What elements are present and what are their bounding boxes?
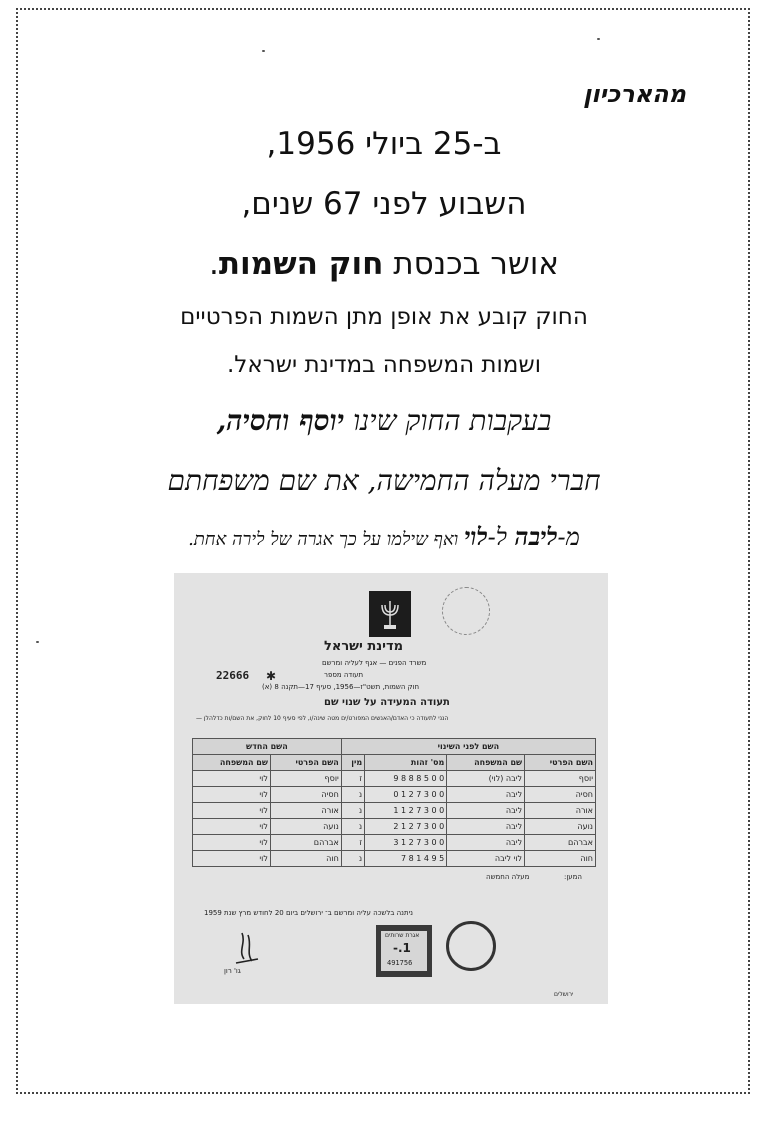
table-row	[193, 835, 596, 851]
table-cell: לוי	[193, 819, 271, 835]
stamp-label: אגרת שרותים	[385, 932, 420, 939]
name-change-certificate-scan	[174, 573, 608, 1004]
signature-name: גו' רון	[224, 967, 241, 975]
cert-number-label: תעודה מספר	[324, 671, 364, 679]
cert-intro: הנני לתעודה כי האדם/האנשים המפורט/ים מטה שינה/ו, לפי סעיף 10 לחוק, את השם/ות כדלהלן —	[196, 715, 449, 722]
table-cell: יוסף	[525, 771, 596, 787]
column-header: מין	[341, 755, 364, 771]
table-row	[193, 771, 596, 787]
table-cell: נועה	[525, 819, 596, 835]
cert-ministry: משרד הפנים — אגף לעליה ומרשם	[322, 659, 427, 667]
table-cell: לוי	[193, 851, 271, 867]
table-header	[193, 755, 596, 771]
cert-state: מדינת ישראל	[324, 639, 404, 654]
round-seal-stamp	[446, 921, 496, 971]
law-name: חוק השמות	[218, 246, 384, 282]
cert-law-reference: חוק השמות, תשט"ז—1956, סעיף 17—תקנה 8 (א)	[262, 683, 420, 691]
column-header: שם המשפחה	[447, 755, 525, 771]
old-surname: ליבה	[514, 522, 558, 551]
issued-line: ניתנה בלשכה עליה ומרשם ב־ ירושלים ביום 20 לחודש מרץ שנת 1959	[204, 909, 413, 917]
stamp-serial: 491756	[387, 959, 413, 967]
names-highlight: יוסף וחסיה,	[216, 404, 345, 437]
table-cell: אורה	[525, 803, 596, 819]
table-cell: חסיה	[525, 787, 596, 803]
table-cell: אורה	[270, 803, 341, 819]
table-cell: ליבה	[447, 803, 525, 819]
revenue-stamp	[376, 925, 432, 977]
table-row	[193, 819, 596, 835]
state-emblem	[369, 591, 411, 637]
table-cell: 0 0 3 7 2 1 2	[365, 819, 447, 835]
table-cell: ליבה	[447, 835, 525, 851]
stamp-value: 1.-	[393, 941, 411, 955]
table-cell: נ	[341, 787, 364, 803]
table-cell: אברהם	[525, 835, 596, 851]
new-surname: לוי	[464, 522, 488, 551]
table-cell: 0 0 3 7 2 1 0	[365, 787, 447, 803]
scan-speck	[36, 641, 39, 643]
body-line-2: ושמות המשפחה במדינת ישראל.	[227, 352, 541, 378]
table-cell: חוה	[270, 851, 341, 867]
headline-law-approved: אושר בכנסת חוק השמות.	[208, 246, 560, 282]
table-cell: לוי	[193, 803, 271, 819]
column-header: השם הפרטי	[270, 755, 341, 771]
cert-names-table	[192, 738, 596, 867]
column-header: מס' זהות	[365, 755, 447, 771]
table-cell: ז	[341, 835, 364, 851]
table-cell: נ	[341, 851, 364, 867]
table-cell: אברהם	[270, 835, 341, 851]
body-line-3: בעקבות החוק שינו יוסף וחסיה,	[216, 404, 552, 437]
table-row	[193, 787, 596, 803]
group-new-name: השם החדש	[193, 739, 342, 755]
table-row	[193, 803, 596, 819]
headline-years-ago: השבוע לפני 67 שנים,	[241, 186, 527, 222]
table-cell: ז	[341, 771, 364, 787]
table-cell: לוי	[193, 771, 271, 787]
table-cell: חסיה	[270, 787, 341, 803]
table-cell: חוה	[525, 851, 596, 867]
headline-date: ב-25 ביולי 1956,	[266, 126, 502, 162]
faint-round-stamp	[442, 587, 490, 635]
table-cell: ליבה	[447, 787, 525, 803]
table-cell: לוי	[193, 787, 271, 803]
table-row	[193, 851, 596, 867]
table-cell: 5 9 4 1 8 7	[365, 851, 447, 867]
table-cell: 0 0 5 8 8 8 9	[365, 771, 447, 787]
table-cell: ליבה	[447, 819, 525, 835]
cert-title: תעודה המעידה על שנוי שם	[324, 697, 450, 708]
table-cell: 0 0 3 7 2 1 3	[365, 835, 447, 851]
signature	[232, 929, 262, 969]
body-line-5: מ-ליבה ל-לוי ואף שילמו על כך אגרה של לירה אחת.	[188, 522, 580, 551]
table-cell: 0 0 3 7 2 1 1	[365, 803, 447, 819]
body-line-1: החוק קובע את אופן מתן השמות הפרטיים	[180, 304, 588, 330]
column-header: השם הפרטי	[525, 755, 596, 771]
table-cell: נ	[341, 819, 364, 835]
table-cell: נ	[341, 803, 364, 819]
address-value: מעלה החמשה	[486, 873, 530, 881]
archive-label: מהארכיון	[583, 80, 686, 108]
table-cell: יוסף	[270, 771, 341, 787]
scan-speck	[262, 50, 265, 52]
body-line-4: חברי מעלה החמישה, את שם משפחתם	[167, 464, 601, 497]
footer-place: ירושלים	[554, 991, 574, 998]
table-cell: ליבה (לוי)	[447, 771, 525, 787]
group-old-name: השם לפני השינוי	[341, 739, 595, 755]
cert-number: 22666	[216, 669, 250, 682]
asterisk-mark: ✱	[266, 669, 277, 683]
table-cell: לוי	[193, 835, 271, 851]
table-cell: לוי ליבה	[447, 851, 525, 867]
table-group-header	[193, 739, 596, 755]
scan-speck	[597, 38, 600, 40]
table-cell: נועה	[270, 819, 341, 835]
column-header: שם המשפחה	[193, 755, 271, 771]
address-label: המען:	[564, 873, 582, 881]
